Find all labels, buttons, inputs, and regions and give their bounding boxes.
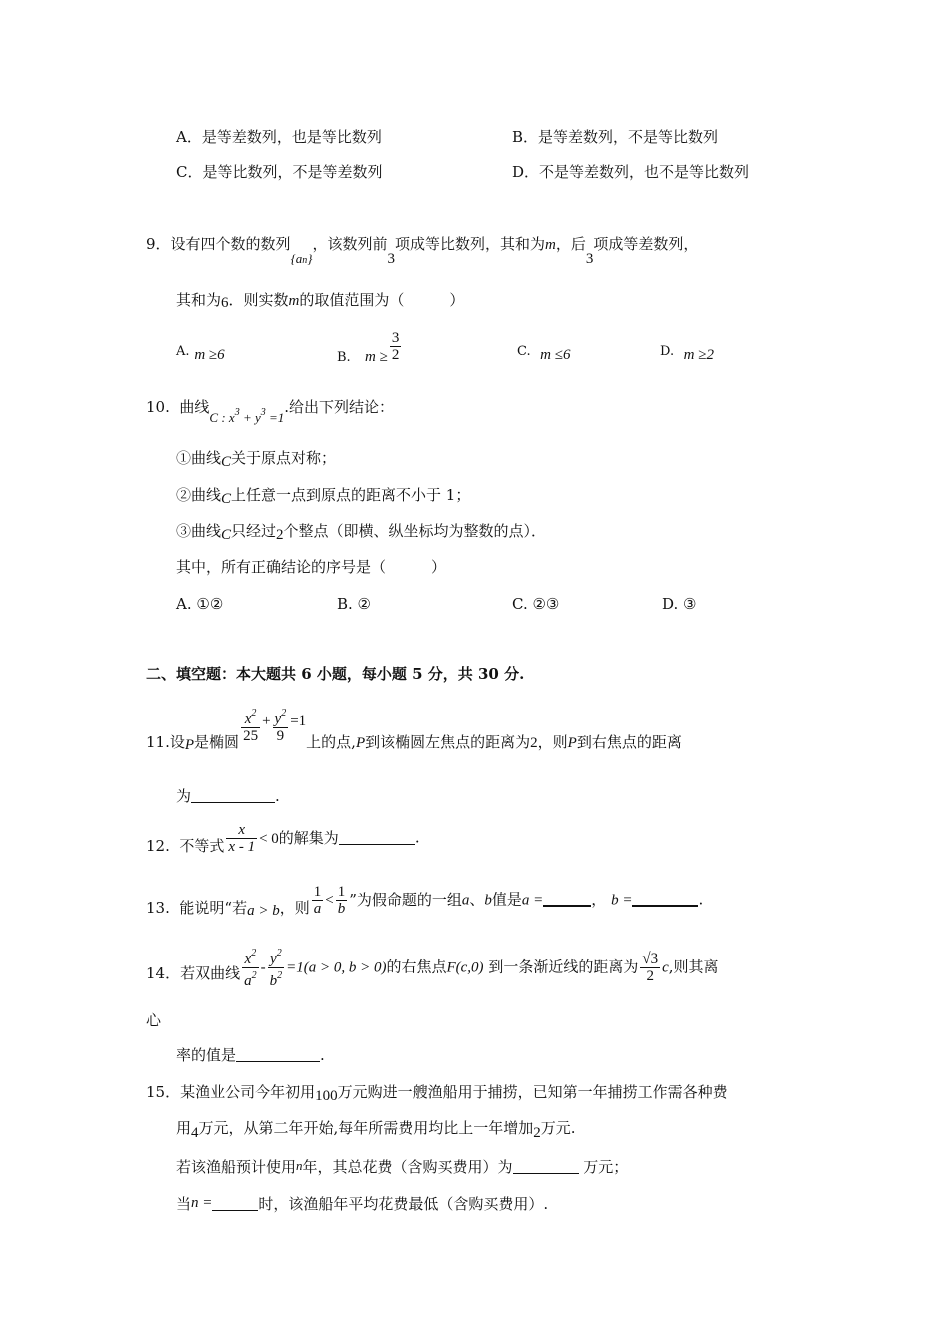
q14-line2: 心 bbox=[146, 1011, 162, 1029]
fraction-x2-a2: $\frac{x^2}{a^2}$ bbox=[244, 948, 257, 989]
sequence-notation: {an} bbox=[290, 251, 313, 266]
answer-blank bbox=[212, 1196, 258, 1211]
q15-line4: 当n = 时，该渔船年平均花费最低（含购买费用）. bbox=[176, 1195, 549, 1213]
q9-option-a: A. m ≥6 bbox=[176, 344, 225, 363]
q10-statement-1: ①曲线C关于原点对称； bbox=[176, 449, 337, 470]
q8-option-b: B．是等差数列，不是等比数列 bbox=[512, 128, 719, 146]
q11-line1: 11.设P是椭圆 $\frac{x^2}{25}$ + $\frac{y^2}{9}$ =1上的点,P到该椭圆左焦点的距离为2，则P到右焦点的距离 bbox=[146, 708, 682, 753]
q10-statement-3: ③曲线C只经过2个整点（即横、纵坐标均为整数的点）． bbox=[176, 522, 547, 543]
q10-option-d: D. ③ bbox=[662, 595, 697, 613]
question-number: 9． bbox=[146, 235, 171, 253]
q13-stem: 13. 能说明“若a > b，则 $\frac{1}{a}$ < $\frac{1}{b}$ ”为假命题的一组a、b值是a = ， b = . bbox=[146, 884, 704, 919]
q10-option-b: B. ② bbox=[337, 595, 372, 613]
question-number: 11. bbox=[146, 733, 170, 751]
answer-blank bbox=[513, 1159, 579, 1174]
q14-line1: 14．若双曲线 $\frac{x^2}{a^2}$ - $\frac{y^2}{b^2}$ =1(a > 0, b > 0)的右焦点F(c,0) 到一条渐近线的距离为 $\frac{√3}{2}$ c,则其离 bbox=[146, 948, 719, 989]
answer-blank bbox=[339, 830, 415, 845]
q10-statement-2: ②曲线C上任意一点到原点的距离不小于 1； bbox=[176, 486, 471, 507]
question-number: 10. bbox=[146, 398, 170, 416]
q9-line2: 其和为6．则实数m的取值范围为（ ） bbox=[176, 291, 465, 311]
q15-line3: 若该渔船预计使用n年，其总花费（含购买费用）为 万元； bbox=[176, 1158, 629, 1176]
q15-line2: 用4万元，从第二年开始,每年所需费用均比上一年增加2万元. bbox=[176, 1119, 576, 1141]
answer-blank-a bbox=[543, 891, 591, 907]
q12-stem: 12. 不等式 $\frac{x}{x - 1}$ < 0的解集为 . bbox=[146, 822, 420, 855]
curve-equation: C : $x^3 + y^3 =1$ bbox=[209, 407, 285, 425]
q9-option-b: B. m ≥ $\frac{3}{2}$ bbox=[337, 330, 400, 365]
q10-option-c: C. ②③ bbox=[512, 595, 560, 613]
fraction-inequality: $\frac{x}{x - 1}$ bbox=[228, 822, 256, 855]
fraction-1-a: $\frac{1}{a}$ bbox=[313, 884, 322, 917]
fraction-x2-25: $\frac{x^2}{25}$ bbox=[243, 708, 259, 744]
q14-line3: 率的值是 . bbox=[176, 1046, 325, 1064]
q9-line1: 9．设有四个数的数列{an}，该数列前3项成等比数列，其和为m，后3项成等差数列， bbox=[146, 235, 699, 267]
q8-option-d: D．不是等差数列，也不是等比数列 bbox=[512, 163, 750, 181]
fraction-y2-b2: $\frac{y^2}{b^2}$ bbox=[269, 948, 283, 989]
answer-blank-b bbox=[632, 891, 698, 907]
question-number: 13. bbox=[146, 898, 170, 917]
q10-option-a: A. ①② bbox=[176, 595, 224, 613]
q15-line1: 15．某渔业公司今年初用100万元购进一艘渔船用于捕捞，已知第一年捕捞工作需各种费 bbox=[146, 1083, 728, 1104]
section-heading: 二、填空题：本大题共 6 小题，每小题 5 分，共 30 分. bbox=[146, 665, 525, 683]
answer-blank bbox=[236, 1047, 320, 1062]
q11-line2: 为 . bbox=[176, 787, 280, 805]
q8-option-a: A．是等差数列，也是等比数列 bbox=[176, 128, 382, 146]
q9-option-d: D. m ≥2 bbox=[660, 344, 714, 363]
fraction-sqrt3-2: $\frac{√3}{2}$ bbox=[642, 951, 659, 984]
q10-stem: 10. 曲线C : $x^3 + y^3 =1$.给出下列结论： bbox=[146, 398, 395, 425]
fraction-y2-9: $\frac{y^2}{9}$ bbox=[274, 708, 287, 744]
question-number: 15． bbox=[146, 1083, 181, 1101]
question-number: 12. bbox=[146, 836, 170, 855]
fraction-1-b: $\frac{1}{b}$ bbox=[337, 884, 346, 917]
fraction: $\frac{3}{2}$ bbox=[391, 330, 400, 363]
answer-blank bbox=[191, 788, 275, 803]
q9-option-c: C. m ≤6 bbox=[517, 344, 571, 363]
q10-ask: 其中，所有正确结论的序号是（ ） bbox=[176, 558, 447, 576]
question-number: 14． bbox=[146, 963, 181, 982]
q8-option-c: C．是等比数列，不是等差数列 bbox=[176, 163, 383, 181]
